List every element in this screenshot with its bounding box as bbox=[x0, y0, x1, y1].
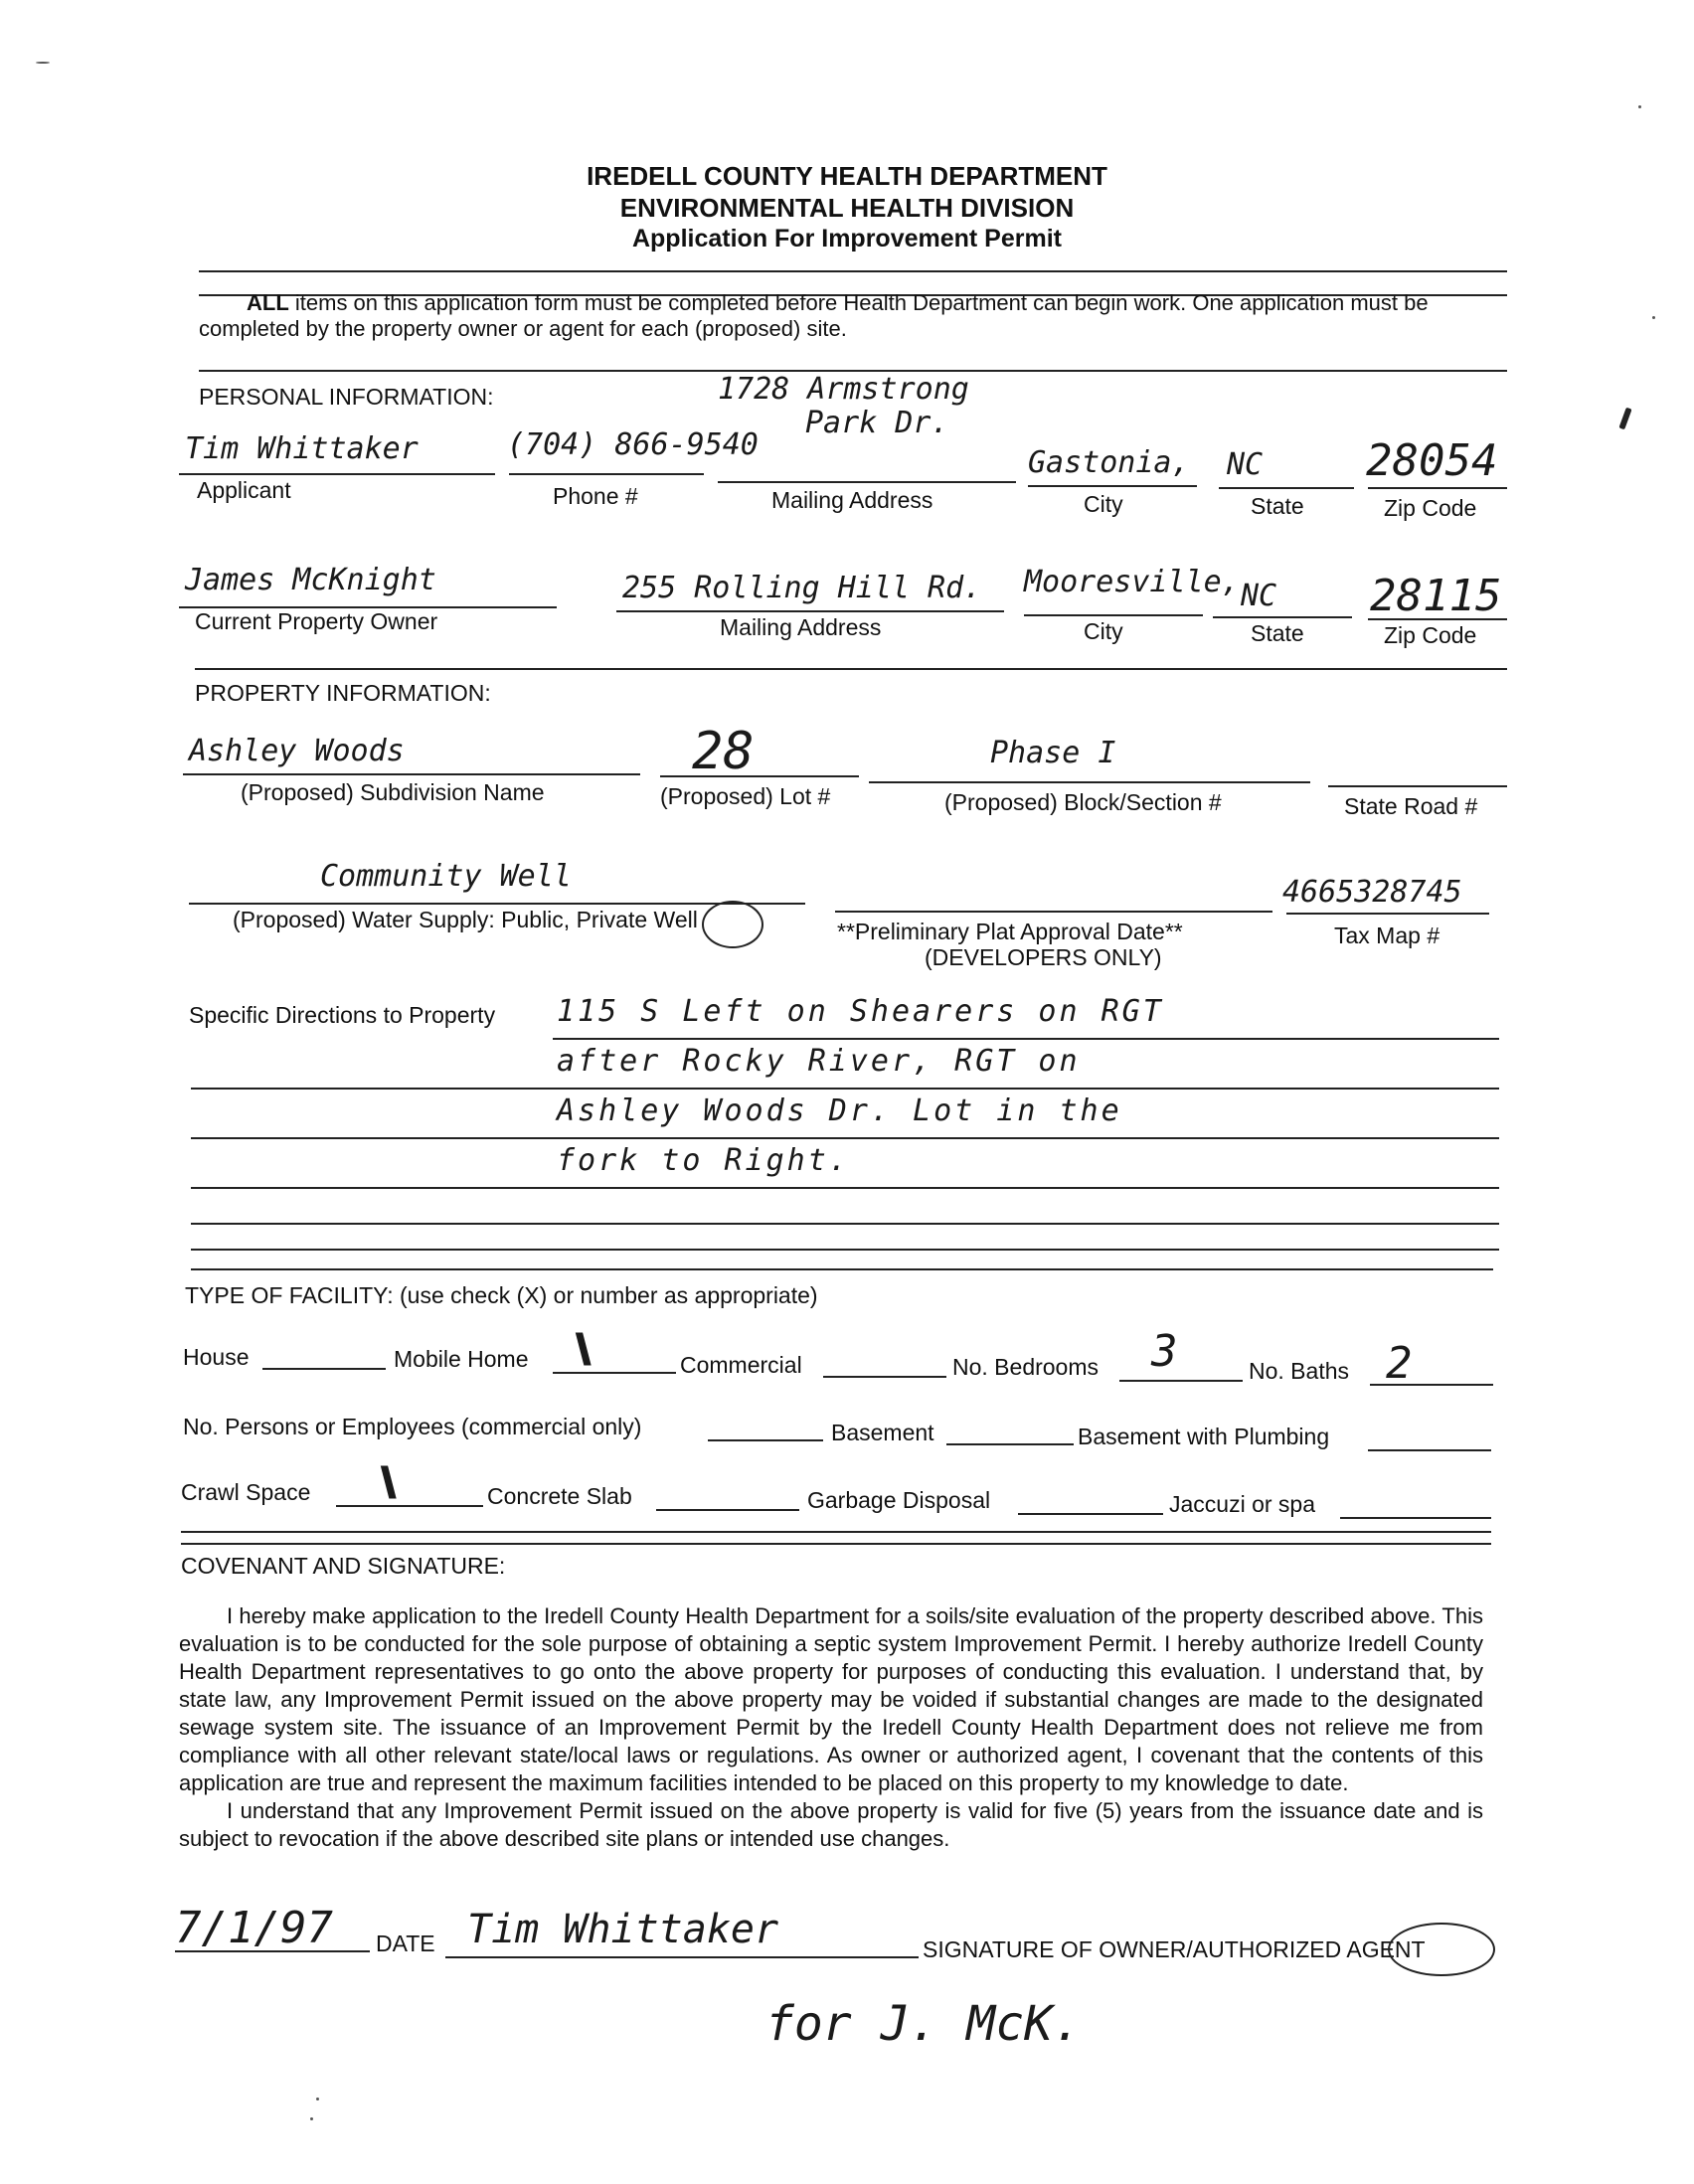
state-line bbox=[1219, 487, 1354, 489]
scan-speck bbox=[316, 2098, 319, 2100]
directions-rule bbox=[191, 1088, 1499, 1090]
jacuzzi-blank bbox=[1340, 1517, 1491, 1519]
header-line-1: IREDELL COUNTY HEALTH DEPARTMENT bbox=[587, 161, 1107, 191]
city-line bbox=[1028, 485, 1197, 487]
owner-city-label: City bbox=[1084, 618, 1123, 644]
zip-label: Zip Code bbox=[1384, 495, 1477, 521]
block-value[interactable]: Phase I bbox=[990, 736, 1116, 770]
property-info-heading: PROPERTY INFORMATION: bbox=[195, 680, 491, 706]
state-road-line bbox=[1328, 785, 1507, 787]
owner-city-line bbox=[1024, 614, 1203, 616]
signature-label: SIGNATURE OF OWNER/AUTHORIZED AGENT bbox=[923, 1936, 1426, 1962]
owner-zip-line bbox=[1368, 618, 1507, 620]
water-option-circle bbox=[702, 901, 763, 948]
directions-rule bbox=[191, 1223, 1499, 1225]
phone-line bbox=[509, 473, 704, 475]
scan-speck bbox=[310, 2117, 313, 2120]
mobile-home-blank bbox=[553, 1372, 676, 1374]
commercial-label: Commercial bbox=[680, 1352, 802, 1378]
mobile-home-label: Mobile Home bbox=[394, 1346, 529, 1372]
water-label: (Proposed) Water Supply: Public, Private Well bbox=[233, 907, 698, 932]
scan-speck bbox=[36, 62, 50, 64]
commercial-blank bbox=[823, 1376, 946, 1378]
tax-map-line bbox=[1286, 913, 1489, 915]
state-road-label: State Road # bbox=[1344, 793, 1478, 819]
lot-value[interactable]: 28 bbox=[692, 722, 755, 781]
zip-line bbox=[1368, 487, 1507, 489]
applicant-label: Applicant bbox=[197, 477, 291, 503]
subdivision-line bbox=[183, 773, 640, 775]
persons-blank bbox=[708, 1439, 823, 1441]
applicant-phone[interactable]: (704) 866-9540 bbox=[507, 427, 759, 462]
date-line bbox=[175, 1950, 370, 1952]
date-value[interactable]: 7/1/97 bbox=[175, 1903, 333, 1953]
personal-info-heading: PERSONAL INFORMATION: bbox=[199, 384, 494, 410]
applicant-zip[interactable]: 28054 bbox=[1366, 435, 1498, 486]
header-line-3: Application For Improvement Permit bbox=[631, 225, 1062, 252]
owner-mailing-line bbox=[616, 610, 1004, 612]
divider bbox=[195, 668, 1507, 670]
concrete-slab-blank bbox=[656, 1509, 799, 1511]
applicant-address-line2[interactable]: Park Dr. bbox=[805, 406, 949, 440]
covenant-paragraph-1: I hereby make application to the Iredell County Health Department for a soils/site evaluation of the property described above. This evaluation is to be conducted for the sole purpose of obtaining a septic system Improvement Permit. I hereby authorize Iredell County Health Department representatives to go onto the above property for purposes of conducting this evaluation. I understand that, by state law, any Improvement Permit issued on the above property may be voided if substantial changes are made to the designated sewage system site. The issuance of an Improvement Permit by the Iredell County Health Department does not relieve me from compliance with all other relevant state/local laws or regulations. As owner or authorized agent, I covenant that the contents of this application are true and represent the maximum facilities intended to be placed on this property to my knowledge to date. bbox=[179, 1603, 1483, 1795]
covenant-heading: COVENANT AND SIGNATURE: bbox=[181, 1553, 506, 1579]
owner-zip-label: Zip Code bbox=[1384, 622, 1477, 648]
agent-circle bbox=[1388, 1923, 1495, 1976]
water-supply-value[interactable]: Community Well bbox=[320, 859, 572, 894]
city-label: City bbox=[1084, 491, 1123, 517]
owner-name[interactable]: James McKnight bbox=[185, 563, 436, 597]
subdivision-value[interactable]: Ashley Woods bbox=[189, 734, 405, 768]
directions-label: Specific Directions to Property bbox=[189, 1002, 496, 1028]
basement-blank bbox=[946, 1443, 1074, 1445]
signature-value[interactable]: Tim Whittaker bbox=[467, 1907, 779, 1952]
divider bbox=[191, 1268, 1493, 1270]
facility-heading: TYPE OF FACILITY: (use check (X) or number as appropriate) bbox=[185, 1282, 818, 1308]
directions-line-4[interactable]: fork to Right. bbox=[557, 1143, 850, 1178]
house-blank bbox=[262, 1368, 386, 1370]
applicant-state[interactable]: NC bbox=[1227, 447, 1264, 482]
subdivision-label: (Proposed) Subdivision Name bbox=[241, 779, 545, 805]
bedrooms-blank bbox=[1119, 1380, 1243, 1382]
scan-mark bbox=[1618, 408, 1631, 430]
signature-line bbox=[445, 1956, 919, 1958]
intro-body: items on this application form must be completed before Health Department can begin work. One application must be completed by the property owner or agent for each (proposed) site. bbox=[199, 290, 1429, 341]
bedrooms-value[interactable]: 3 bbox=[1151, 1326, 1178, 1377]
scan-speck bbox=[1652, 316, 1655, 319]
mobile-home-mark[interactable]: \ bbox=[560, 1326, 613, 1372]
persons-label: No. Persons or Employees (commercial only) bbox=[183, 1414, 642, 1439]
owner-state-label: State bbox=[1251, 620, 1304, 646]
directions-rule bbox=[191, 1249, 1499, 1251]
divider bbox=[181, 1531, 1491, 1533]
directions-rule bbox=[191, 1137, 1499, 1139]
directions-rule bbox=[553, 1038, 1499, 1040]
developers-only-label: (DEVELOPERS ONLY) bbox=[925, 944, 1162, 970]
owner-mailing-label: Mailing Address bbox=[720, 614, 882, 640]
crawl-space-label: Crawl Space bbox=[181, 1479, 311, 1505]
garbage-disposal-blank bbox=[1018, 1513, 1163, 1515]
bedrooms-label: No. Bedrooms bbox=[952, 1354, 1100, 1380]
intro-text bbox=[199, 290, 1509, 342]
baths-label: No. Baths bbox=[1249, 1358, 1349, 1384]
basement-plumbing-label: Basement with Plumbing bbox=[1078, 1424, 1330, 1449]
owner-state[interactable]: NC bbox=[1241, 579, 1277, 613]
phone-label: Phone # bbox=[553, 483, 638, 509]
applicant-city[interactable]: Gastonia, bbox=[1028, 445, 1190, 480]
owner-label: Current Property Owner bbox=[195, 608, 438, 634]
baths-value[interactable]: 2 bbox=[1386, 1338, 1413, 1389]
basement-plumbing-blank bbox=[1368, 1449, 1491, 1451]
owner-address[interactable]: 255 Rolling Hill Rd. bbox=[622, 571, 982, 605]
plat-date-label: **Preliminary Plat Approval Date** bbox=[837, 919, 1183, 944]
directions-line-3[interactable]: Ashley Woods Dr. Lot in the bbox=[557, 1093, 1122, 1128]
owner-zip[interactable]: 28115 bbox=[1370, 571, 1502, 621]
lot-line bbox=[660, 775, 859, 777]
owner-city[interactable]: Mooresville, bbox=[1024, 565, 1240, 599]
crawl-space-blank bbox=[336, 1505, 483, 1507]
covenant-text bbox=[179, 1602, 1483, 1853]
directions-rule bbox=[191, 1187, 1499, 1189]
scan-speck bbox=[1638, 105, 1641, 108]
concrete-slab-label: Concrete Slab bbox=[487, 1483, 632, 1509]
jacuzzi-label: Jaccuzi or spa bbox=[1169, 1491, 1316, 1517]
mailing-line bbox=[718, 481, 1016, 483]
basement-label: Basement bbox=[831, 1420, 934, 1445]
lot-label: (Proposed) Lot # bbox=[660, 783, 831, 809]
garbage-disposal-label: Garbage Disposal bbox=[807, 1487, 991, 1513]
intro-bold: ALL bbox=[247, 290, 289, 315]
owner-state-line bbox=[1213, 616, 1352, 618]
state-label: State bbox=[1251, 493, 1304, 519]
tax-map-value[interactable]: 4665328745 bbox=[1282, 875, 1462, 910]
divider bbox=[181, 1543, 1491, 1545]
applicant-name[interactable]: Tim Whittaker bbox=[185, 431, 419, 466]
block-line bbox=[869, 781, 1310, 783]
water-line bbox=[189, 903, 805, 905]
directions-line-2[interactable]: after Rocky River, RGT on bbox=[557, 1044, 1081, 1079]
header-line-2: ENVIRONMENTAL HEALTH DIVISION bbox=[619, 193, 1075, 223]
date-label: DATE bbox=[376, 1931, 435, 1956]
house-label: House bbox=[183, 1344, 250, 1370]
directions-line-1[interactable]: 115 S Left on Shearers on RGT bbox=[557, 994, 1164, 1029]
signature-note[interactable]: for J. McK. bbox=[765, 1996, 1082, 2052]
applicant-address-line1[interactable]: 1728 Armstrong bbox=[718, 372, 969, 407]
covenant-paragraph-2: I understand that any Improvement Permit issued on the above property is valid for five (5) years from the issuance date and is subject to revocation if the above described site plans or intended use changes. bbox=[179, 1798, 1483, 1851]
tax-map-label: Tax Map # bbox=[1334, 923, 1440, 948]
crawl-space-mark[interactable]: \ bbox=[365, 1459, 419, 1505]
mailing-label: Mailing Address bbox=[771, 487, 933, 513]
plat-date-line bbox=[835, 911, 1272, 913]
block-label: (Proposed) Block/Section # bbox=[944, 789, 1222, 815]
divider bbox=[199, 270, 1507, 272]
applicant-line bbox=[179, 473, 495, 475]
